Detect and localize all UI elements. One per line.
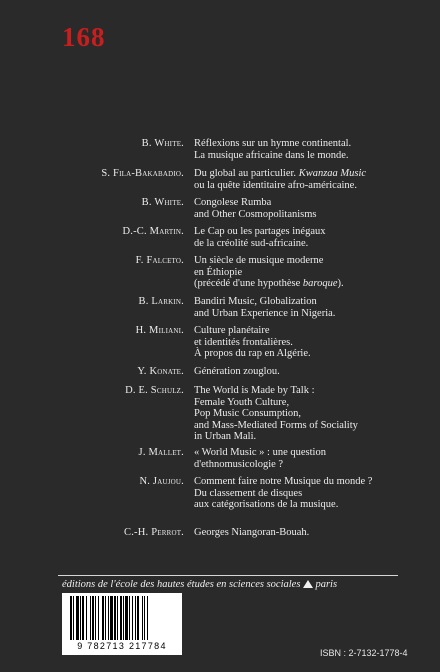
- toc-title-line: ou la quête identitaire afro-américaine.: [194, 179, 357, 191]
- toc-author: S. Fila-Bakabadio.: [101, 168, 184, 179]
- toc-title: [194, 255, 430, 290]
- barcode-bar: [73, 596, 74, 640]
- publisher-line: [62, 579, 402, 590]
- barcode-bar: [117, 596, 118, 640]
- toc-title: [194, 385, 430, 443]
- publisher-name: éditions de l'école des hautes études en sciences sociales: [62, 579, 301, 590]
- barcode-bar: [142, 596, 143, 640]
- toc-author: Y. Konate.: [137, 366, 184, 377]
- barcode-bar: [137, 596, 139, 640]
- toc-author: H. Miliani.: [135, 325, 184, 336]
- toc-title: [194, 296, 430, 319]
- toc-author: J. Mallet.: [138, 447, 184, 458]
- barcode-bar: [147, 596, 148, 640]
- barcode-number: 9 782713 217784: [77, 641, 167, 651]
- barcode-bars: [70, 596, 174, 640]
- toc-title-line: aux catégorisations de la musique.: [194, 499, 339, 511]
- toc-title: [194, 476, 430, 511]
- toc-title-line: Du classement de disques: [194, 487, 303, 499]
- toc-title: [194, 366, 430, 378]
- toc-title-line: and Urban Experience in Nigeria.: [194, 307, 336, 319]
- toc-title-line: Un siècle de musique moderne: [194, 255, 324, 266]
- toc-title: [194, 325, 430, 360]
- triangle-icon: [303, 580, 313, 588]
- toc-title: [194, 226, 430, 249]
- toc-title-line: de la créolité sud-africaine.: [194, 237, 309, 249]
- barcode-bar: [144, 596, 145, 640]
- toc-title: [194, 197, 430, 220]
- toc-title: [194, 447, 430, 470]
- barcode-bar: [110, 596, 113, 640]
- toc-title: [194, 168, 430, 191]
- toc-title-line: Pop Music Consumption,: [194, 408, 302, 420]
- barcode-bar: [108, 596, 109, 640]
- barcode-bar: [120, 596, 122, 640]
- barcode-bar: [86, 596, 87, 640]
- toc-author: N. Jaujou.: [139, 476, 184, 487]
- toc-title-line: Bandiri Music, Globalization: [194, 296, 317, 307]
- barcode-bar: [70, 596, 72, 640]
- toc-title-line: Du global au particulier. Kwanzaa Music: [194, 168, 367, 179]
- toc-title-line: « World Music » : une question: [194, 447, 326, 458]
- toc-author: D.-C. Martin.: [122, 226, 184, 237]
- toc-title-line: Le Cap ou les partages inégaux: [194, 226, 326, 237]
- toc-title-line: Female Youth Culture,: [194, 396, 290, 408]
- toc-title-line: Comment faire notre Musique du monde ?: [194, 476, 373, 487]
- toc-title-line: The World is Made by Talk :: [194, 385, 315, 396]
- toc-title-line: and Other Cosmopolitanisms: [194, 208, 317, 220]
- toc-title: [194, 527, 430, 539]
- barcode-bar: [129, 596, 130, 640]
- toc-title-line: and Mass-Mediated Forms of Sociality: [194, 419, 358, 431]
- divider-line: [58, 575, 398, 576]
- toc-title-line: in Urban Mali.: [194, 431, 257, 443]
- toc-author: D. E. Schulz.: [125, 385, 184, 396]
- publisher-city: paris: [315, 579, 338, 590]
- barcode-bar: [135, 596, 136, 640]
- toc-title-line: Congolese Rumba: [194, 197, 272, 208]
- toc-title-line: d'ethnomusicologie ?: [194, 458, 284, 470]
- toc-author: B. Larkin.: [138, 296, 184, 307]
- barcode-bar: [132, 596, 133, 640]
- toc-author: B. White.: [141, 138, 184, 149]
- toc-title-line: Génération zouglou.: [194, 366, 280, 377]
- isbn: ISBN : 2-7132-1778-4: [320, 648, 408, 658]
- barcode-bar: [123, 596, 124, 640]
- toc-title-line: La musique africaine dans le monde.: [194, 149, 349, 161]
- toc-author: B. White.: [141, 197, 184, 208]
- toc-title-line: et identités frontalières.: [194, 336, 293, 348]
- barcode-bar: [80, 596, 81, 640]
- barcode-bar: [98, 596, 99, 640]
- toc-title-line: Georges Niangoran-Bouah.: [194, 527, 310, 538]
- toc-author: F. Falceto.: [135, 255, 184, 266]
- toc-title-line: (précédé d'une hypothèse baroque).: [194, 278, 344, 290]
- toc-author: C.-H. Perrot.: [124, 527, 184, 538]
- toc-title-line: À propos du rap en Algérie.: [194, 348, 311, 360]
- toc-title-line: en Éthiopie: [194, 266, 243, 278]
- barcode-bar: [105, 596, 106, 640]
- toc-title-line: Réflexions sur un hymne continental.: [194, 138, 352, 149]
- barcode-bar: [95, 596, 96, 640]
- issue-number: 168: [62, 22, 106, 52]
- barcode-bar: [90, 596, 91, 640]
- barcode-bar: [92, 596, 94, 640]
- barcode-bar: [102, 596, 104, 640]
- toc-title-line: Culture planétaire: [194, 325, 270, 336]
- barcode-bar: [125, 596, 128, 640]
- toc-title: [194, 138, 430, 161]
- barcode-bar: [82, 596, 84, 640]
- barcode-bar: [76, 596, 79, 640]
- barcode-bar: [114, 596, 116, 640]
- barcode: [62, 593, 182, 655]
